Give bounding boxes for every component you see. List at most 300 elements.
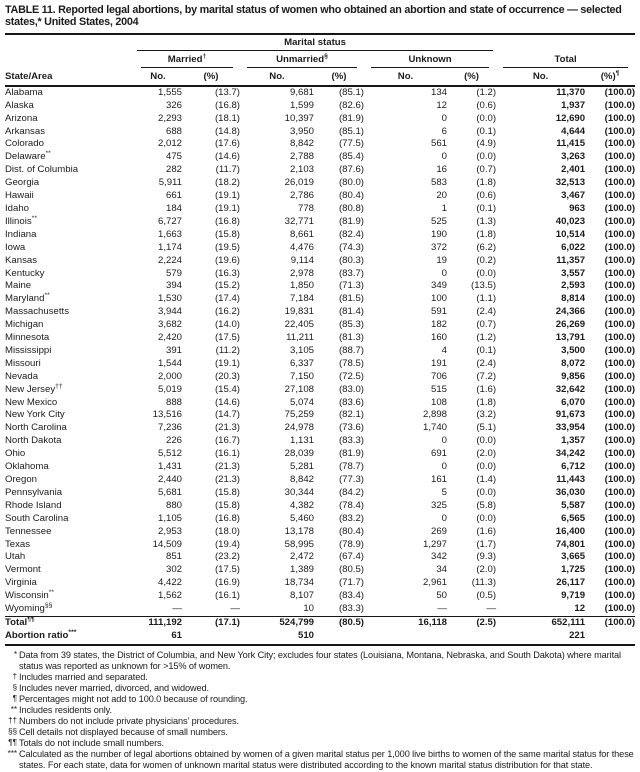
cell: (100.0)	[604, 486, 636, 498]
footnote-text: Calculated as the number of legal abortions obtained by women of a given marital status per 1,000 live births to women of the same marital status for these states. For each state, data for women of unknown marital status were distributed according to the known marital status distribution for that state.	[19, 748, 634, 770]
cell: 1,663	[157, 228, 182, 240]
cell: (100.0)	[585, 616, 635, 629]
state-label: Massachusetts	[5, 306, 69, 318]
state-label: Vermont	[5, 564, 41, 576]
footnote-text: Totals do not include small numbers.	[19, 737, 165, 748]
cell: 4	[441, 344, 447, 356]
unknown-label: Unknown	[408, 53, 452, 65]
cell: (15.8)	[214, 499, 240, 511]
cell: (100.0)	[604, 512, 636, 524]
cell: (16.7)	[214, 435, 240, 447]
cell: (14.7)	[214, 409, 240, 421]
total-group-header	[496, 51, 635, 68]
state-label: Total¶¶	[5, 616, 134, 629]
footnote	[5, 716, 637, 727]
cell: (11.3)	[471, 577, 497, 589]
cell: (16.2)	[214, 306, 240, 318]
cell: 2,224	[157, 254, 182, 266]
cell: 0	[441, 435, 447, 447]
cell: 342	[430, 551, 447, 563]
cell: 111,192	[134, 616, 182, 629]
state-label: Michigan	[5, 319, 44, 331]
cell: (7.2)	[476, 370, 497, 382]
state-label: Rhode Island	[5, 499, 62, 511]
cell: (83.3)	[338, 603, 364, 615]
footnote-mark: **	[48, 588, 55, 596]
cell: 2,103	[289, 164, 314, 176]
cell: (100.0)	[604, 396, 636, 408]
cell: (0.0)	[476, 512, 497, 524]
cell: 269	[430, 525, 447, 537]
cell: 33,954	[555, 422, 586, 434]
table-row	[5, 616, 635, 629]
cell: (100.0)	[604, 151, 636, 163]
cell	[364, 630, 447, 645]
state-label: Dist. of Columbia	[5, 164, 79, 176]
table-row	[5, 384, 635, 397]
cell: (0.0)	[476, 435, 497, 447]
cell: 27,108	[284, 383, 314, 395]
cell: 524,799	[240, 616, 314, 629]
state-label: Mississippi	[5, 344, 52, 356]
state-label: New York City	[5, 409, 65, 421]
cell: 11,357	[556, 254, 586, 266]
cell: (74.3)	[338, 241, 364, 253]
cell: (19.5)	[214, 241, 240, 253]
cell: 8,842	[289, 474, 314, 485]
cell: (100.0)	[604, 293, 636, 305]
cell: 10,514	[555, 228, 586, 240]
cell: 3,105	[289, 344, 314, 356]
cell: (100.0)	[604, 603, 636, 615]
footnote	[5, 683, 637, 694]
cell: (100.0)	[604, 474, 636, 485]
cell: (78.4)	[338, 499, 364, 511]
cell: (100.0)	[604, 267, 636, 279]
cell: (100.0)	[604, 254, 636, 266]
cell: 34,242	[555, 448, 586, 460]
table-row	[5, 113, 635, 126]
cell: 10	[303, 603, 314, 615]
unmarried-no-header: No.	[240, 68, 314, 86]
cell: (0.6)	[476, 190, 497, 202]
cell: 16,118	[364, 616, 447, 629]
cell: 8,842	[289, 138, 314, 150]
cell: 7,236	[157, 422, 182, 434]
state-label: Oklahoma	[5, 461, 49, 473]
cell: 515	[430, 383, 447, 395]
state-label: Ohio	[5, 448, 26, 460]
cell: 160	[430, 332, 447, 344]
table-title: TABLE 11. Reported legal abortions, by marital status of women who obtained an abortion and state of occurrence — selected states,* United States, 2004	[5, 4, 622, 29]
cell: 9,114	[290, 254, 314, 266]
cell: 108	[430, 396, 447, 408]
cell: 6,712	[561, 461, 586, 473]
cell: 2,898	[422, 409, 447, 421]
cell: 1,562	[157, 590, 182, 602]
table-row	[5, 487, 635, 500]
table-row	[5, 461, 635, 474]
cell: 36,030	[555, 486, 586, 498]
cell: (100.0)	[604, 228, 636, 240]
state-label: Idaho	[5, 202, 30, 214]
cell: 1,431	[157, 461, 182, 473]
cell	[585, 630, 635, 645]
cell: (83.4)	[338, 590, 364, 602]
table-row	[5, 590, 635, 603]
cell: 3,682	[157, 319, 182, 331]
cell: (80.8)	[338, 202, 364, 214]
table-row	[5, 345, 635, 358]
cell: (100.0)	[604, 112, 636, 124]
cell: 6,022	[561, 241, 586, 253]
cell: 525	[430, 215, 447, 227]
cell: 34	[436, 564, 447, 576]
cell: (100.0)	[604, 202, 636, 214]
cell: (82.6)	[338, 99, 364, 111]
cell: 4,644	[561, 125, 586, 137]
cell: (100.0)	[604, 86, 636, 98]
cell: (100.0)	[604, 422, 636, 434]
cell: (87.6)	[338, 164, 364, 176]
cell: (19.4)	[214, 538, 240, 550]
cell: (100.0)	[604, 138, 636, 150]
state-label: Indiana	[5, 228, 37, 240]
cell: (19.6)	[214, 254, 240, 266]
cell: 24,366	[555, 306, 586, 318]
cell: (80.3)	[338, 254, 364, 266]
state-label: Virginia	[5, 577, 37, 589]
cell: (1.8)	[476, 396, 497, 408]
total-label: Total	[554, 53, 577, 65]
cell: 5	[441, 486, 447, 498]
cell: 5,281	[289, 461, 314, 473]
cell: (88.7)	[338, 344, 364, 356]
table-row	[5, 564, 635, 577]
cell: (16.3)	[214, 267, 240, 279]
cell: 30,344	[284, 486, 314, 498]
footnote	[5, 650, 637, 672]
cell: (1.6)	[476, 383, 497, 395]
cell: (14.6)	[214, 151, 240, 163]
cell: (20.3)	[214, 370, 240, 382]
cell: 1,544	[157, 357, 182, 369]
cell: 591	[430, 306, 447, 318]
cell: 1,389	[289, 564, 314, 576]
table-row	[5, 293, 635, 306]
cell: (100.0)	[604, 370, 636, 382]
cell: 963	[569, 202, 586, 214]
cell: 19,831	[284, 306, 314, 318]
footnote	[5, 694, 637, 705]
footnote	[5, 749, 637, 771]
cell: 8,814	[561, 293, 586, 305]
cell: 5,681	[157, 486, 182, 498]
footnote-symbol: ¶¶	[8, 736, 17, 747]
table-row	[5, 280, 635, 293]
table-row	[5, 409, 635, 422]
cell: 1,850	[289, 280, 314, 292]
state-label: Minnesota	[5, 332, 50, 344]
cell: (81.9)	[338, 215, 364, 227]
table-row	[5, 306, 635, 319]
cell: (100.0)	[604, 538, 636, 550]
footnote-symbol: **	[10, 703, 17, 714]
cell: 2,012	[157, 138, 182, 150]
cell: (100.0)	[604, 357, 636, 369]
state-label: North Carolina	[5, 422, 67, 434]
table-row	[5, 319, 635, 332]
cell: 0	[441, 461, 447, 473]
cell: (78.5)	[338, 357, 364, 369]
cell: (16.8)	[214, 512, 240, 524]
cell: 4,476	[289, 241, 314, 253]
table-row	[5, 242, 635, 255]
table-row	[5, 332, 635, 345]
unknown-pct-header: (%)	[447, 68, 496, 86]
column-header-row	[5, 68, 635, 86]
cell: 2,472	[289, 551, 314, 563]
total-pct-header: (%)¶	[585, 68, 635, 86]
cell: 2,000	[157, 370, 182, 382]
cell: 851	[165, 551, 182, 563]
cell: 74,801	[555, 538, 586, 550]
state-label: Pennsylvania	[5, 486, 63, 498]
cell: 3,263	[561, 151, 586, 163]
footnote-text: Percentages might not add to 100.0 because of rounding.	[19, 693, 248, 704]
cell: 2,420	[157, 332, 182, 344]
state-label: Georgia	[5, 177, 40, 189]
footnote-text: Includes residents only.	[19, 704, 112, 715]
cell: 9,681	[289, 86, 314, 98]
state-label: Maryland**	[5, 292, 50, 305]
cell: 282	[165, 164, 182, 176]
cell: (71.3)	[338, 280, 364, 292]
table-row	[5, 448, 635, 461]
marital-status-label: Marital status	[137, 37, 493, 51]
cell: (19.1)	[214, 357, 240, 369]
cell: (77.5)	[338, 138, 364, 150]
cell: (0.7)	[476, 319, 497, 331]
cell: (0.0)	[476, 461, 497, 473]
cell: (9.3)	[476, 551, 497, 563]
cell: 5,587	[561, 499, 586, 511]
cell: 190	[430, 228, 447, 240]
cell: 3,557	[561, 267, 586, 279]
cell: (5.8)	[476, 499, 497, 511]
cell: 561	[430, 138, 447, 150]
cell: 7,150	[289, 370, 314, 382]
cell: (16.9)	[214, 577, 240, 589]
state-label: Alaska	[5, 99, 34, 111]
state-label: Arkansas	[5, 125, 45, 137]
cell: 14,509	[152, 538, 182, 550]
cell: (80.4)	[338, 190, 364, 202]
cell: (1.1)	[476, 293, 497, 305]
cell: 583	[430, 177, 447, 189]
cell: 2,961	[422, 577, 447, 589]
cell: 32,771	[284, 215, 314, 227]
cell: (100.0)	[604, 190, 636, 202]
table-row	[5, 138, 635, 151]
state-label: Hawaii	[5, 190, 34, 202]
cell: (16.1)	[214, 590, 240, 602]
cell: (15.4)	[214, 383, 240, 395]
cell: —	[230, 603, 240, 615]
cell: (1.2)	[476, 332, 497, 344]
cell: 12,690	[555, 112, 586, 124]
unmarried-pct-header: (%)	[314, 68, 364, 86]
cell: 1,174	[157, 241, 182, 253]
footnote-symbol: §	[12, 681, 17, 692]
cell: 100	[430, 293, 447, 305]
table-row	[5, 100, 635, 113]
cell: —	[437, 603, 447, 615]
table-row	[5, 551, 635, 564]
cell: (18.2)	[214, 177, 240, 189]
total-pct-footnote-mark: ¶	[615, 69, 620, 77]
cell: 778	[297, 202, 314, 214]
cell: 26,269	[555, 319, 586, 331]
cell: 2,593	[561, 280, 586, 292]
cell: 1,555	[157, 86, 182, 98]
cell: (17.6)	[214, 138, 240, 150]
footnote-text: Includes married and separated.	[19, 671, 148, 682]
cell: (15.2)	[214, 280, 240, 292]
cell: 16	[436, 164, 447, 176]
cell: 91,673	[555, 409, 586, 421]
table-row	[5, 164, 635, 177]
cell: 12	[436, 99, 447, 111]
cell: 22,405	[284, 319, 314, 331]
cell: (11.2)	[215, 344, 240, 356]
cell: (80.5)	[314, 616, 364, 629]
cell: (100.0)	[604, 577, 636, 589]
cell: (21.3)	[214, 461, 240, 473]
cell: (2.0)	[476, 564, 497, 576]
cell: (0.0)	[476, 112, 497, 124]
cell: (21.3)	[214, 422, 240, 434]
cell: 10,397	[284, 112, 314, 124]
cell: (100.0)	[604, 125, 636, 137]
cell: (17.5)	[214, 332, 240, 344]
footnote-mark: **	[44, 292, 50, 300]
table-row	[5, 216, 635, 229]
cell: 2,440	[157, 474, 182, 485]
table-row	[5, 513, 635, 526]
cell: (100.0)	[604, 461, 636, 473]
cell: 2,293	[157, 112, 182, 124]
table-row	[5, 422, 635, 435]
cell: (72.5)	[338, 370, 364, 382]
table-row	[5, 177, 635, 190]
cell: 1,740	[422, 422, 447, 434]
cell: 50	[436, 590, 447, 602]
state-label: Wyoming§§	[5, 601, 53, 615]
cell: 3,500	[561, 344, 586, 356]
state-label: North Dakota	[5, 435, 62, 447]
cell: (100.0)	[604, 280, 636, 292]
cell: 3,467	[561, 190, 586, 202]
footnote-mark: §§	[44, 601, 53, 609]
cell: 5,460	[289, 512, 314, 524]
cell: (100.0)	[604, 564, 636, 576]
cell: 4,422	[157, 577, 182, 589]
table-row	[5, 630, 635, 645]
cell: 1,357	[561, 435, 586, 447]
table-row	[5, 474, 635, 487]
cell: (85.1)	[338, 125, 364, 137]
cell: (100.0)	[604, 164, 636, 176]
cell: (19.1)	[214, 190, 240, 202]
footnote-mark: ***	[68, 628, 77, 636]
cell: 691	[430, 448, 447, 460]
cell: 61	[134, 630, 182, 645]
cell: 349	[430, 280, 447, 292]
cell: 2,953	[157, 525, 182, 537]
cell: (77.3)	[338, 474, 364, 485]
state-label: Nevada	[5, 370, 39, 382]
cell: (6.2)	[476, 241, 497, 253]
cell: 325	[430, 499, 447, 511]
cell: 1,725	[561, 564, 586, 576]
cell: (11.7)	[215, 164, 240, 176]
cell: (82.1)	[338, 409, 364, 421]
cell: 475	[165, 151, 182, 163]
table-row	[5, 539, 635, 552]
table-row	[5, 268, 635, 281]
cell: (81.9)	[338, 448, 364, 460]
married-no-header: No.	[134, 68, 182, 86]
cell: (14.0)	[214, 319, 240, 331]
cell: (85.3)	[338, 319, 364, 331]
state-label: Arizona	[5, 112, 38, 124]
state-label: New Jersey††	[5, 382, 63, 395]
table-row	[5, 203, 635, 216]
table-row	[5, 397, 635, 410]
table-row	[5, 126, 635, 139]
cell: (85.1)	[338, 86, 364, 98]
cell: 372	[430, 241, 447, 253]
cell: 5,074	[289, 396, 314, 408]
footnote-mark: **	[45, 150, 51, 158]
cell: 32,642	[555, 383, 586, 395]
footnote	[5, 672, 637, 683]
cell: 2,401	[561, 164, 586, 176]
cell: 6,565	[561, 512, 586, 524]
state-label: Colorado	[5, 138, 44, 150]
cell: (78.9)	[338, 538, 364, 550]
cell: 2,788	[289, 151, 314, 163]
cell: (82.4)	[338, 228, 364, 240]
married-footnote-mark: †	[202, 52, 207, 60]
table-row	[5, 255, 635, 268]
footnote-mark: **	[31, 214, 37, 222]
cell: 5,911	[158, 177, 182, 189]
cell: (80.5)	[338, 564, 364, 576]
cell: (81.9)	[338, 112, 364, 124]
cell: 688	[165, 125, 182, 137]
unknown-group-header	[364, 51, 496, 68]
cell: (16.8)	[214, 215, 240, 227]
cell: 13,178	[284, 525, 314, 537]
cell: (0.2)	[476, 254, 497, 266]
cell: (2.4)	[476, 357, 497, 369]
table-row	[5, 190, 635, 203]
married-pct-header: (%)	[182, 68, 240, 86]
cell: (100.0)	[604, 551, 636, 563]
cell: 9,856	[561, 370, 586, 382]
